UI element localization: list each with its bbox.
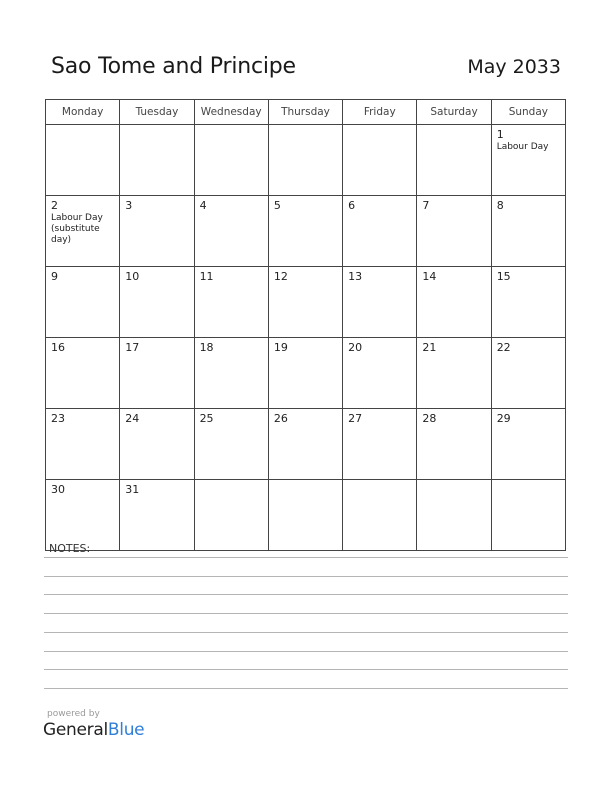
calendar-day-cell[interactable] <box>46 409 120 480</box>
calendar-day-cell[interactable] <box>491 409 565 480</box>
calendar-day-cell[interactable] <box>194 409 268 480</box>
calendar-week-row <box>46 267 566 338</box>
day-number: 1 <box>496 128 504 141</box>
calendar-week-row <box>46 196 566 267</box>
weekday-header-row <box>46 100 566 125</box>
calendar-day-cell[interactable] <box>343 480 417 551</box>
country-title: Sao Tome and Principe <box>51 54 296 79</box>
calendar-day-cell[interactable] <box>343 267 417 338</box>
weekday-wednesday: Wednesday <box>194 100 268 125</box>
brand-logo[interactable] <box>43 720 144 740</box>
note-line <box>44 669 568 670</box>
calendar-week-row <box>46 125 566 196</box>
day-number: 30 <box>51 483 65 496</box>
calendar-body <box>46 125 566 551</box>
calendar-day-cell[interactable] <box>268 409 342 480</box>
day-number: 6 <box>348 199 356 212</box>
day-number: 14 <box>422 270 437 283</box>
calendar-day-cell[interactable] <box>343 196 417 267</box>
calendar-day-cell[interactable] <box>46 196 120 267</box>
calendar-day-cell[interactable] <box>491 196 565 267</box>
calendar-day-cell[interactable] <box>120 409 194 480</box>
calendar-day-cell[interactable] <box>46 338 120 409</box>
day-number: 7 <box>422 199 430 212</box>
day-number: 12 <box>273 270 288 283</box>
calendar-day-cell[interactable] <box>417 480 491 551</box>
calendar-day-cell[interactable] <box>194 338 268 409</box>
calendar-day-cell[interactable] <box>491 267 565 338</box>
calendar-day-cell[interactable] <box>268 125 342 196</box>
weekday-sunday: Sunday <box>491 100 565 125</box>
calendar-day-cell[interactable] <box>194 480 268 551</box>
calendar-day-cell[interactable] <box>491 480 565 551</box>
calendar-day-cell[interactable] <box>491 125 565 196</box>
day-number: 28 <box>422 412 437 425</box>
calendar-day-cell[interactable] <box>120 338 194 409</box>
calendar-day-cell[interactable] <box>268 480 342 551</box>
brand-general: General <box>43 720 108 740</box>
day-number: 29 <box>496 412 511 425</box>
calendar-grid <box>45 99 566 551</box>
day-number: 2 <box>51 199 58 212</box>
weekday-monday: Monday <box>46 100 120 125</box>
holiday-label: Labour Day <box>496 142 549 152</box>
day-number: 24 <box>125 412 140 425</box>
day-number: 23 <box>51 412 65 425</box>
day-number: 21 <box>422 341 437 354</box>
note-line <box>44 688 568 689</box>
day-number: 10 <box>125 270 140 283</box>
calendar-day-cell[interactable] <box>343 338 417 409</box>
day-number: 3 <box>125 199 133 212</box>
holiday-label: Labour Day (substitute day) <box>51 213 103 245</box>
calendar-day-cell[interactable] <box>343 125 417 196</box>
day-number: 16 <box>51 341 65 354</box>
day-number: 22 <box>496 341 511 354</box>
calendar-day-cell[interactable] <box>120 480 194 551</box>
calendar-day-cell[interactable] <box>268 338 342 409</box>
day-number: 27 <box>348 412 363 425</box>
day-number: 17 <box>125 341 140 354</box>
calendar-day-cell[interactable] <box>268 267 342 338</box>
calendar-week-row <box>46 409 566 480</box>
calendar-day-cell[interactable] <box>194 196 268 267</box>
note-line <box>44 576 568 577</box>
note-line <box>44 613 568 614</box>
brand-blue: Blue <box>107 720 145 740</box>
calendar-day-cell[interactable] <box>343 409 417 480</box>
calendar-day-cell[interactable] <box>120 267 194 338</box>
day-number: 25 <box>199 412 214 425</box>
weekday-thursday: Thursday <box>268 100 342 125</box>
day-number: 5 <box>273 199 281 212</box>
calendar-day-cell[interactable] <box>417 409 491 480</box>
note-line <box>44 594 568 595</box>
day-number: 20 <box>348 341 363 354</box>
calendar-day-cell[interactable] <box>46 267 120 338</box>
weekday-saturday: Saturday <box>417 100 491 125</box>
calendar-day-cell[interactable] <box>417 338 491 409</box>
note-line <box>44 557 568 558</box>
calendar-day-cell[interactable] <box>194 125 268 196</box>
calendar-day-cell[interactable] <box>417 267 491 338</box>
day-number: 26 <box>273 412 288 425</box>
weekday-tuesday: Tuesday <box>120 100 194 125</box>
calendar-day-cell[interactable] <box>46 480 120 551</box>
note-line <box>44 651 568 652</box>
calendar-week-row <box>46 480 566 551</box>
day-number: 4 <box>199 199 207 212</box>
day-number: 18 <box>199 341 214 354</box>
day-number: 13 <box>348 270 363 283</box>
notes-label: NOTES: <box>49 542 91 555</box>
day-number: 15 <box>496 270 511 283</box>
calendar-day-cell[interactable] <box>417 196 491 267</box>
day-number: 11 <box>199 270 214 283</box>
day-number: 19 <box>273 341 288 354</box>
weekday-friday: Friday <box>343 100 417 125</box>
note-line <box>44 632 568 633</box>
calendar-week-row <box>46 338 566 409</box>
calendar-day-cell[interactable] <box>120 196 194 267</box>
powered-by-text: powered by <box>47 709 100 719</box>
calendar-day-cell[interactable] <box>194 267 268 338</box>
month-year-title: May 2033 <box>467 56 561 78</box>
day-number: 31 <box>125 483 140 496</box>
calendar-day-cell[interactable] <box>268 196 342 267</box>
calendar-day-cell[interactable] <box>491 338 565 409</box>
day-number: 9 <box>51 270 58 283</box>
calendar-day-cell[interactable] <box>120 125 194 196</box>
calendar-day-cell[interactable] <box>46 125 120 196</box>
calendar-day-cell[interactable] <box>417 125 491 196</box>
day-number: 8 <box>496 199 504 212</box>
